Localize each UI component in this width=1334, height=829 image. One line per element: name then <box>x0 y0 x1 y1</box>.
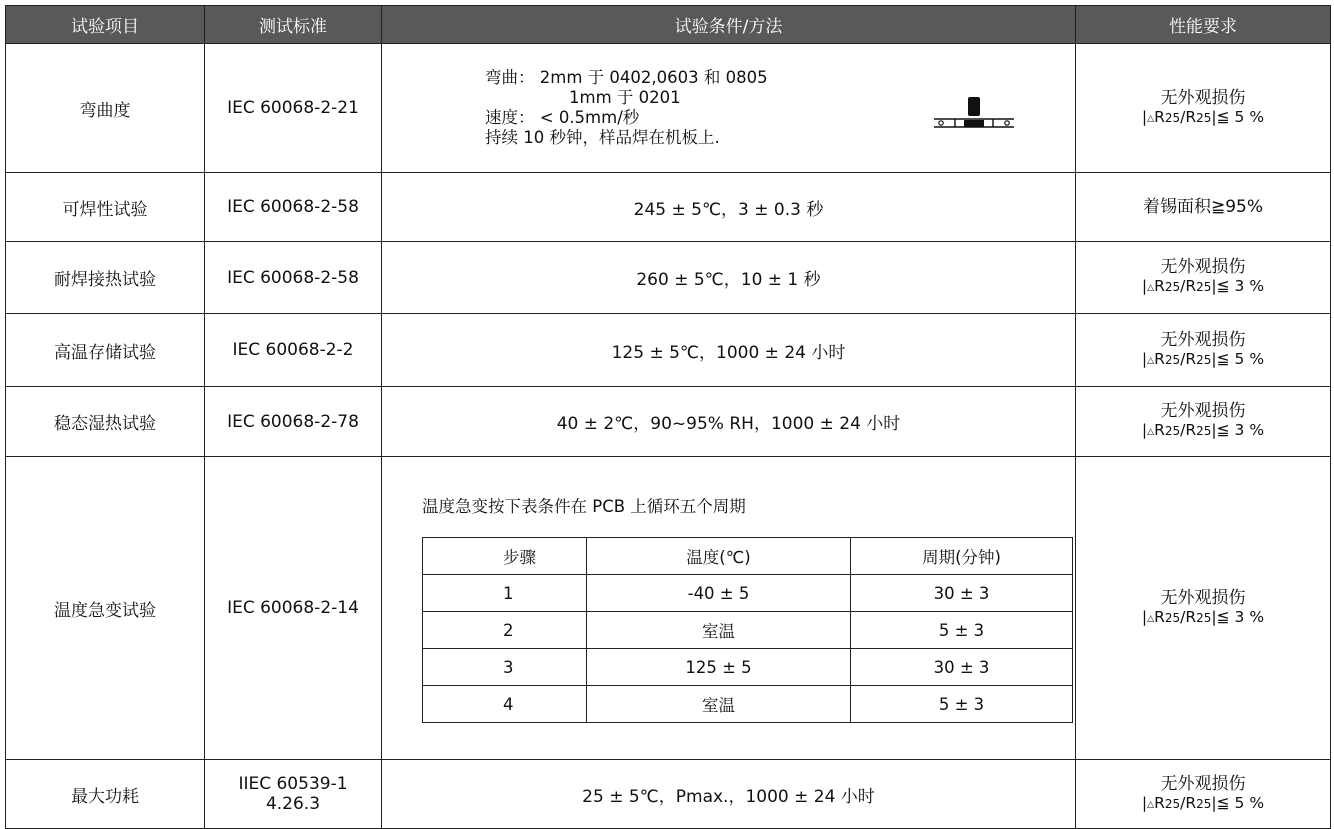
standard-cell <box>205 760 382 829</box>
standard-cell: IEC 60068-2-78 <box>205 387 382 457</box>
requirement-line: 着锡面积≧95% <box>1142 197 1264 217</box>
standard-cell: IEC 60068-2-58 <box>205 173 382 242</box>
condition-line: 持续 10 秒钟，样品焊在机板上. <box>485 128 720 147</box>
cycle-table <box>422 537 1073 723</box>
standard-cell: IEC 60068-2-21 <box>205 44 382 173</box>
header-row <box>6 6 1331 44</box>
item-cell: 弯曲度 <box>6 44 205 173</box>
requirement-line: 无外观损伤 <box>1160 329 1246 350</box>
cycle-step: 4 <box>423 686 587 723</box>
cycle-period: 30 ± 3 <box>851 575 1073 612</box>
requirement-line: 无外观损伤 <box>1160 87 1246 108</box>
header-standard: 测试标准 <box>205 6 382 44</box>
requirement-cell <box>1076 387 1331 457</box>
standard-cell: IEC 60068-2-2 <box>205 314 382 387</box>
header-condition: 试验条件/方法 <box>382 6 1076 44</box>
cycle-row <box>423 686 1073 723</box>
item-cell: 耐焊接热试验 <box>6 242 205 314</box>
cycle-header-step: 步骤 <box>423 538 587 575</box>
condition-cell: 245 ± 5℃，3 ± 0.3 秒 <box>382 173 1076 242</box>
condition-line: 弯曲： 2mm 于 0402,0603 和 0805 <box>485 68 768 87</box>
table-row <box>6 457 1331 760</box>
cycle-temp: 室温 <box>587 612 851 649</box>
item-cell: 温度急变试验 <box>6 457 205 760</box>
requirement-line: 无外观损伤 <box>1160 773 1246 794</box>
standard-cell: IEC 60068-2-58 <box>205 242 382 314</box>
requirement-cell <box>1076 173 1331 242</box>
table-row <box>6 173 1331 242</box>
requirement-cell <box>1076 314 1331 387</box>
delta-icon: △ <box>1147 799 1155 810</box>
item-cell: 稳态湿热试验 <box>6 387 205 457</box>
condition-cell <box>382 44 1076 173</box>
cycle-row <box>423 612 1073 649</box>
condition-line: 1mm 于 0201 <box>569 88 681 107</box>
condition-cell <box>382 457 1076 760</box>
test-spec-table <box>5 5 1331 829</box>
cycle-temp: -40 ± 5 <box>587 575 851 612</box>
cycle-period: 5 ± 3 <box>851 612 1073 649</box>
condition-cell: 25 ± 5℃，Pmax.，1000 ± 24 小时 <box>382 760 1076 829</box>
bend-test-fixture-icon <box>933 96 1015 130</box>
table-row <box>6 242 1331 314</box>
item-cell: 可焊性试验 <box>6 173 205 242</box>
cycle-row <box>423 575 1073 612</box>
cycle-step: 1 <box>423 575 587 612</box>
header-requirement: 性能要求 <box>1076 6 1331 44</box>
resistance-change-spec: |△R25/R25|≦ 5 % <box>1141 349 1265 368</box>
cycle-row <box>423 649 1073 686</box>
resistance-change-spec: |△R25/R25|≦ 3 % <box>1141 277 1265 295</box>
cycle-header-row <box>423 538 1073 575</box>
resistance-change-spec: |△R25/R25|≦ 5 % <box>1141 107 1265 126</box>
cycle-step: 2 <box>423 612 587 649</box>
cycle-period: 5 ± 3 <box>851 686 1073 723</box>
delta-icon: △ <box>1147 355 1155 366</box>
standard-cell: IEC 60068-2-14 <box>205 457 382 760</box>
requirement-line: 无外观损伤 <box>1160 401 1246 421</box>
delta-icon: △ <box>1147 613 1155 624</box>
delta-icon: △ <box>1147 283 1155 293</box>
condition-cell: 40 ± 2℃，90~95% RH，1000 ± 24 小时 <box>382 387 1076 457</box>
requirement-line: 无外观损伤 <box>1160 587 1246 608</box>
requirement-cell <box>1076 457 1331 760</box>
cycle-header-period: 周期(分钟) <box>851 538 1073 575</box>
table-row <box>6 314 1331 387</box>
cycle-step: 3 <box>423 649 587 686</box>
thermal-cycle-description: 温度急变按下表条件在 PCB 上循环五个周期 <box>422 497 746 516</box>
table-row <box>6 387 1331 457</box>
condition-line: 速度： < 0.5mm/秒 <box>485 108 640 127</box>
requirement-cell <box>1076 760 1331 829</box>
cycle-period: 30 ± 3 <box>851 649 1073 686</box>
requirement-line: 无外观损伤 <box>1160 257 1246 277</box>
cycle-temp: 室温 <box>587 686 851 723</box>
bend-condition <box>382 68 1075 148</box>
table-row <box>6 44 1331 173</box>
requirement-cell <box>1076 242 1331 314</box>
resistance-change-spec: |△R25/R25|≦ 3 % <box>1141 607 1265 626</box>
standard-line: IIEC 60539-1 <box>238 774 348 794</box>
condition-cell: 125 ± 5℃，1000 ± 24 小时 <box>382 314 1076 387</box>
item-cell: 最大功耗 <box>6 760 205 829</box>
condition-cell: 260 ± 5℃，10 ± 1 秒 <box>382 242 1076 314</box>
cycle-temp: 125 ± 5 <box>587 649 851 686</box>
delta-icon: △ <box>1147 427 1155 437</box>
standard-line: 4.26.3 <box>265 794 321 814</box>
item-cell: 高温存储试验 <box>6 314 205 387</box>
resistance-change-spec: |△R25/R25|≦ 3 % <box>1141 421 1265 439</box>
resistance-change-spec: |△R25/R25|≦ 5 % <box>1141 793 1265 812</box>
table-row <box>6 760 1331 829</box>
cycle-header-temp: 温度(℃) <box>587 538 851 575</box>
delta-icon: △ <box>1147 113 1155 124</box>
header-item: 试验项目 <box>6 6 205 44</box>
requirement-cell <box>1076 44 1331 173</box>
